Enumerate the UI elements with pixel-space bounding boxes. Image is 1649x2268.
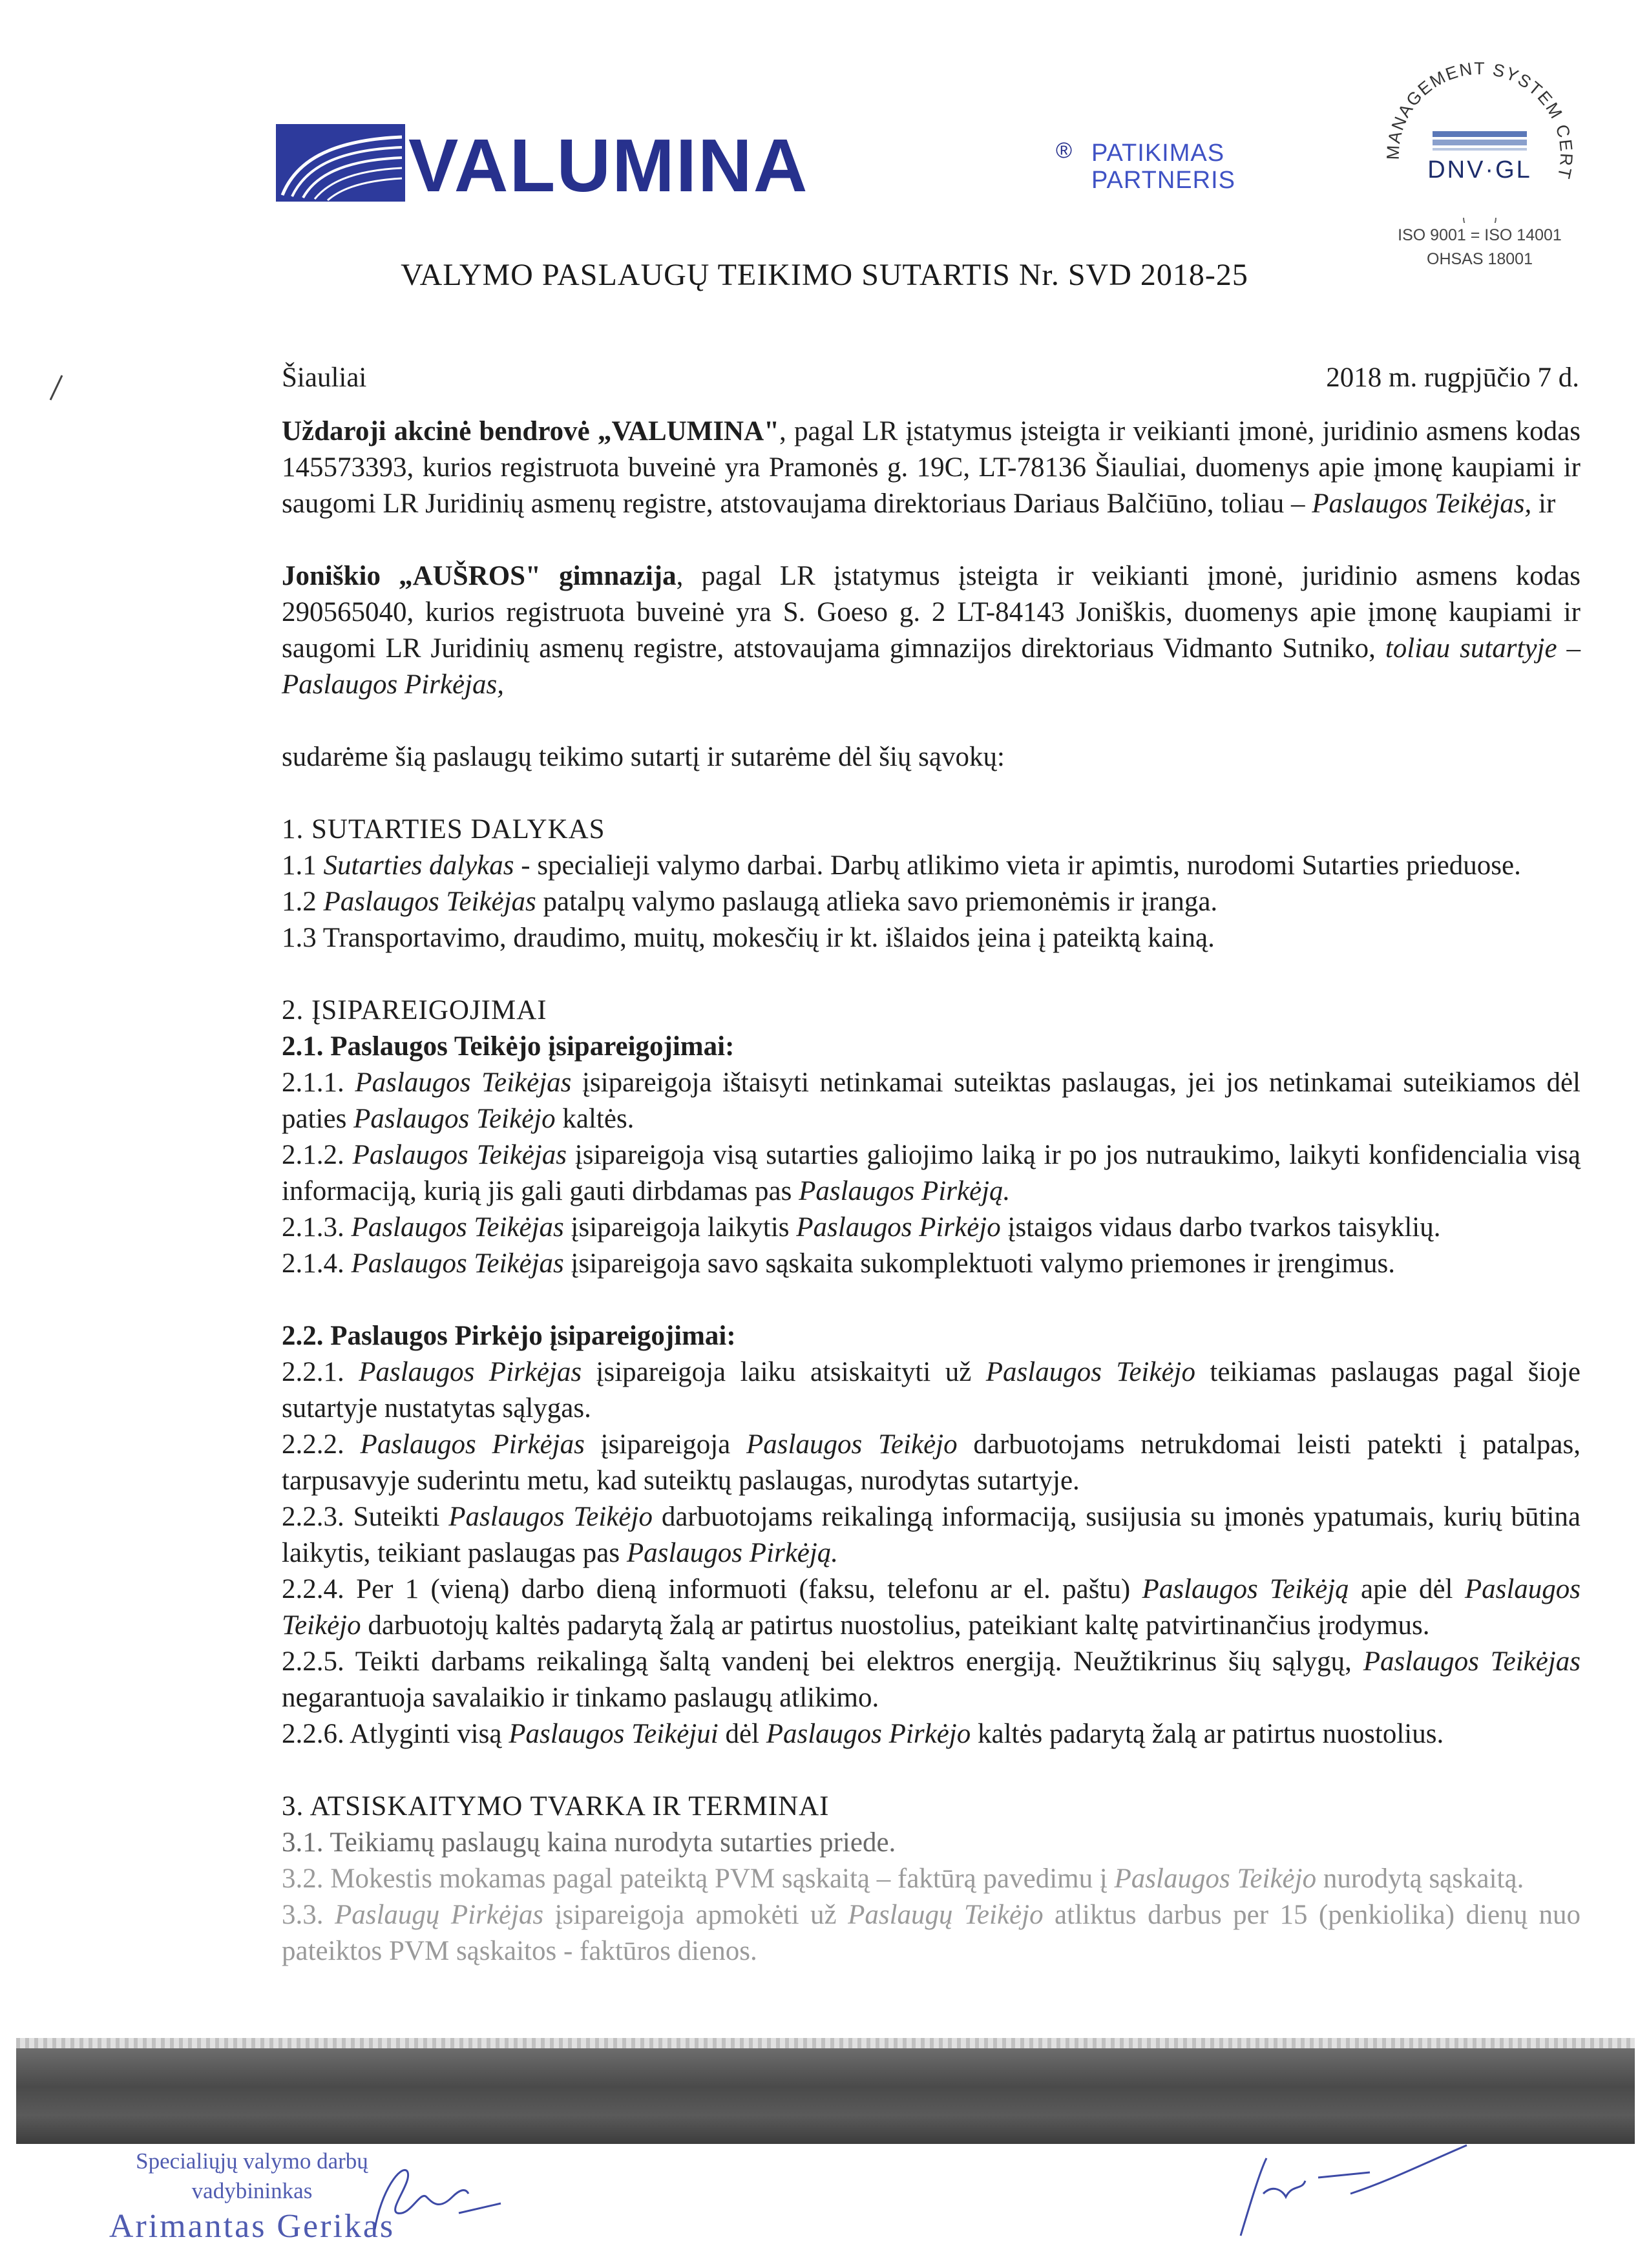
- section-2-heading: 2. ĮSIPAREIGOJIMAI: [282, 995, 547, 1025]
- clause-2-2-1: 2.2.1. Paslaugos Pirkėjas įsipareigoja laiku atsiskaityti už Paslaugos Teikėjo teikiamas paslaugas pagal šioje sutartyje nustatytas sąlygas.: [282, 1357, 1581, 1423]
- provider-signature-icon: [362, 2152, 504, 2242]
- registered-mark: ®: [1056, 138, 1073, 163]
- margin-mark-icon: [44, 372, 70, 404]
- signatory-stamp: Specialiųjų valymo darbų vadybininkas Arimantas Gerikas: [109, 2148, 395, 2245]
- clause-2-2-5: 2.2.5. Teikti darbams reikalingą šaltą vandenį bei elektros energiją. Neužtikrinus šių sąlygų, Paslaugos Teikėjas negarantuoja savalaikio ir tinkamo paslaugų atlikimo.: [282, 1646, 1581, 1713]
- clause-1-1: 1.1 Sutarties dalykas - specialieji valymo darbai. Darbų atlikimo vieta ir apimtis, nurodomi Sutarties prieduose.: [282, 850, 1521, 881]
- dnv-gl-certification-badge: [1373, 55, 1586, 281]
- clause-3-2: 3.2. Mokestis mokamas pagal pateiktą PVM sąskaitą – faktūrą pavedimu į Paslaugos Teikėjo nurodytą sąskaitą.: [282, 1864, 1524, 1894]
- contract-body: [282, 414, 1581, 1969]
- section-1-heading: 1. SUTARTIES DALYKAS: [282, 814, 605, 845]
- subsection-2-1-heading: 2.1. Paslaugos Teikėjo įsipareigojimai:: [282, 1031, 735, 1062]
- certification-ring-icon: [1373, 55, 1586, 223]
- clause-3-1: 3.1. Teikiamų paslaugų kaina nurodyta sutarties priede.: [282, 1827, 896, 1858]
- dnv-gl-mark: DNV·GL: [1427, 156, 1532, 184]
- company-logo: [276, 118, 1235, 208]
- section-3-heading: 3. ATSISKAITYMO TVARKA IR TERMINAI: [282, 1791, 830, 1822]
- party-provider: Uždaroji akcinė bendrovė „VALUMINA", pagal LR įstatymus įsteigta ir veikianti įmonė, juridinio asmens kodas 145573393, kurios registruota buveinė yra Pramonės g. 19C, LT-78136 Šiauliai, duomenys apie įmonę kaupiami ir saugomi LR Juridinių asmenų registre, atstovaujama direktoriaus Dariaus Balčiūno, toliau – Paslaugos Teikėjas, ir: [282, 416, 1581, 519]
- contract-date: 2018 m. rugpjūčio 7 d.: [1326, 362, 1579, 393]
- contract-place: Šiauliai: [282, 362, 367, 393]
- subsection-2-2-heading: 2.2. Paslaugos Pirkėjo įsipareigojimai:: [282, 1321, 736, 1351]
- brand-name: VALUMINA: [408, 123, 809, 207]
- agreement-statement: sudarėme šią paslaugų teikimo sutartį ir sutarėme dėl šių sąvokų:: [282, 742, 1005, 772]
- clause-3-3: 3.3. Paslaugų Pirkėjas įsipareigoja apmokėti už Paslaugų Teikėjo atliktus darbus per 15 (penkiolika) dienų nuo pateiktos PVM sąskaitos - faktūros dienos.: [282, 1900, 1581, 1966]
- clause-2-1-3: 2.1.3. Paslaugos Teikėjas įsipareigoja laikytis Paslaugos Pirkėjo įstaigos vidaus darbo tvarkos taisyklių.: [282, 1212, 1441, 1243]
- clause-1-3: 1.3 Transportavimo, draudimo, muitų, mokesčių ir kt. išlaidos įeina į pateiktą kainą.: [282, 923, 1215, 953]
- valumina-logo-mark-icon: [276, 124, 405, 202]
- clause-2-1-2: 2.1.2. Paslaugos Teikėjas įsipareigoja visą sutarties galiojimo laiką ir po jos nutraukimo, laikyti konfidencialia visą informaciją, kurią jis gali gauti dirbdamas pas Paslaugos Pirkėją.: [282, 1140, 1581, 1206]
- clause-2-1-4: 2.1.4. Paslaugos Teikėjas įsipareigoja savo sąskaita sukomplektuoti valymo priemones ir įrengimus.: [282, 1248, 1395, 1279]
- clause-2-1-1: 2.1.1. Paslaugos Teikėjas įsipareigoja ištaisyti netinkamai suteiktas paslaugas, jei jos netinkamai suteikiamos dėl paties Paslaugos Teikėjo kaltės.: [282, 1067, 1581, 1134]
- clause-2-2-3: 2.2.3. Suteikti Paslaugos Teikėjo darbuotojams reikalingą informaciją, susijusia su įmonės ypatumais, kurių būtina laikytis, teikiant paslaugas pas Paslaugos Pirkėją.: [282, 1502, 1581, 1568]
- iso-standards: ISO 9001 = ISO 14001: [1398, 226, 1562, 244]
- contract-title: VALYMO PASLAUGŲ TEIKIMO SUTARTIS Nr. SVD 2018-25: [401, 258, 1248, 292]
- ohsas-standard: OHSAS 18001: [1427, 250, 1533, 268]
- clause-2-2-4: 2.2.4. Per 1 (vieną) darbo dieną informuoti (faksu, telefonu ar el. paštu) Paslaugos Teikėją apie dėl Paslaugos Teikėjo darbuotojų kaltės padarytą žalą ar patirtus nuostolius, pateikiant kaltę patvirtinančius įrodymus.: [282, 1574, 1581, 1641]
- clause-2-2-6: 2.2.6. Atlyginti visą Paslaugos Teikėjui dėl Paslaugos Pirkėjo kaltės padarytą žalą ar patirtus nuostolius.: [282, 1719, 1444, 1749]
- party-buyer: Joniškio „AUŠROS" gimnazija, pagal LR įstatymus įsteigta ir veikianti įmonė, juridinio asmens kodas 290565040, kurios registruota buveinė yra S. Goeso g. 2 LT-84143 Joniškis, duomenys apie įmonę kaupiami ir saugomi LR Juridinių asmenų registre, atstovaujama gimnazijos direktoriaus Vidmanto Sutniko, toliau sutartyje – Paslaugos Pirkėjas,: [282, 561, 1581, 700]
- buyer-signature-icon: [1228, 2132, 1473, 2242]
- clause-2-2-2: 2.2.2. Paslaugos Pirkėjas įsipareigoja Paslaugos Teikėjo darbuotojams netrukdomai leisti patekti į patalpas, tarpusavyje suderintu metu, kad suteiktų paslaugas, nurodytas sutartyje.: [282, 1429, 1581, 1496]
- svg-text:MANAGEMENT SYSTEM CERTIFICATIO: MANAGEMENT SYSTEM CERT: [1383, 58, 1577, 182]
- scan-artifact-band: [16, 2048, 1635, 2144]
- clause-1-2: 1.2 Paslaugos Teikėjas patalpų valymo paslaugą atlieka savo priemonėmis ir įranga.: [282, 887, 1218, 917]
- brand-tagline: PATIKIMAS PARTNERIS: [1091, 140, 1235, 194]
